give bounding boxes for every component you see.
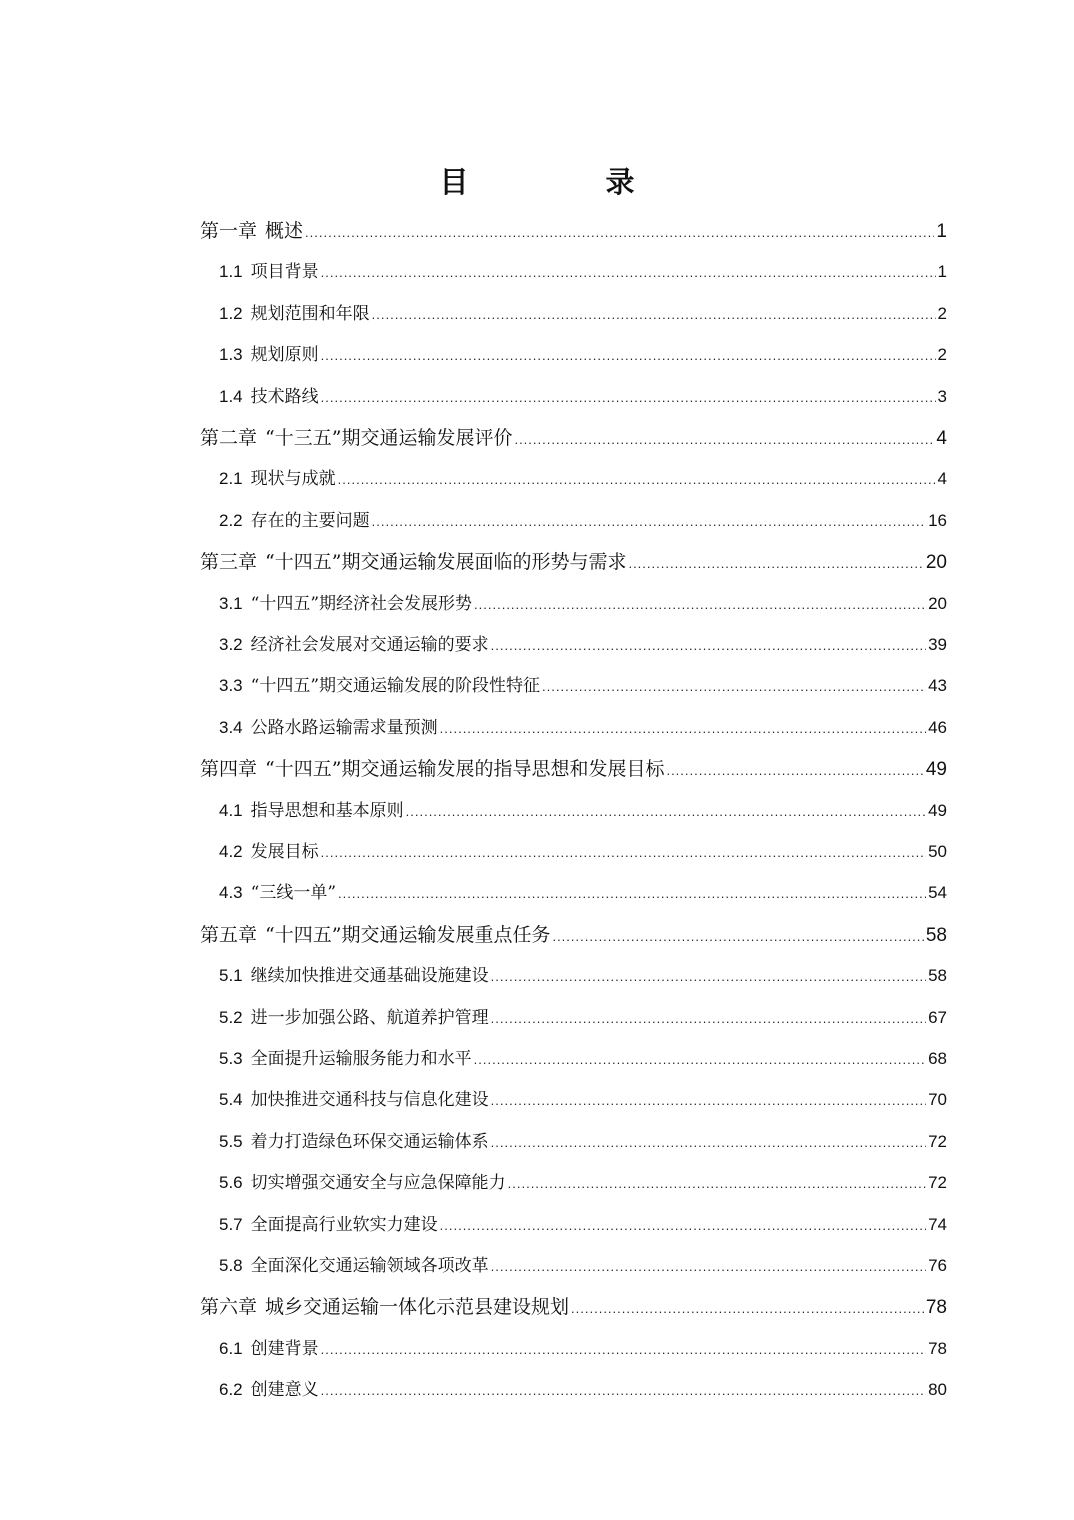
toc-page-number: 72 xyxy=(928,1131,947,1151)
dot-leader xyxy=(321,1342,926,1357)
toc-entry-number: 5.3 xyxy=(219,1049,243,1068)
toc-entry-number: 1.1 xyxy=(219,262,243,282)
toc-page-number: 80 xyxy=(928,1380,947,1400)
dot-leader xyxy=(491,969,926,984)
dot-leader xyxy=(542,679,926,694)
toc-entry-title: “十四五”期经济社会发展形势 xyxy=(250,593,473,614)
toc-section-entry[interactable] xyxy=(219,671,947,701)
toc-section-entry[interactable] xyxy=(219,1044,947,1074)
toc-page-number: 50 xyxy=(928,842,947,861)
toc-entry-number: 第四章 xyxy=(200,758,258,781)
toc-entry-number: 第五章 xyxy=(200,923,258,946)
toc-entry-number: 3.1 xyxy=(219,593,243,613)
toc-entry-title: “十四五”期交通运输发展的阶段性特征 xyxy=(250,676,541,697)
toc-section-entry[interactable] xyxy=(219,589,947,619)
dot-leader xyxy=(440,721,926,736)
toc-page-number: 67 xyxy=(928,1007,947,1027)
toc-entry-title: 指导思想和基本原则 xyxy=(250,800,404,821)
toc-page-number: 46 xyxy=(928,717,947,737)
dot-leader xyxy=(406,804,926,819)
toc-entry-title: 切实增强交通安全与应急保障能力 xyxy=(250,1173,506,1194)
toc-page-number: 58 xyxy=(928,966,947,986)
toc-chapter-entry[interactable] xyxy=(200,216,947,246)
toc-entry-number: 1.3 xyxy=(219,345,243,365)
toc-entry-title: 规划原则 xyxy=(250,345,319,366)
toc-page-number: 4 xyxy=(936,428,947,449)
toc-page-number: 3 xyxy=(937,386,947,406)
toc-entry-number: 2.1 xyxy=(219,469,243,489)
dot-leader xyxy=(571,1301,924,1316)
toc-entry-number: 1.4 xyxy=(219,386,243,406)
toc-entry-title: 创建意义 xyxy=(250,1380,319,1401)
toc-entry-number: 5.8 xyxy=(219,1256,243,1275)
toc-entry-number: 3.2 xyxy=(219,635,243,654)
toc-page-number: 74 xyxy=(928,1214,947,1234)
toc-section-entry[interactable] xyxy=(219,257,947,287)
toc-entry-number: 4.1 xyxy=(219,800,243,820)
dot-leader xyxy=(321,845,926,860)
toc-section-entry[interactable] xyxy=(219,878,947,908)
toc-entry-title: 全面提升运输服务能力和水平 xyxy=(250,1049,472,1069)
toc-page-number: 20 xyxy=(925,552,947,574)
toc-entry-number: 1.2 xyxy=(219,303,243,323)
dot-leader xyxy=(321,348,936,363)
toc-entry-title: 规划范围和年限 xyxy=(250,303,370,324)
dot-leader xyxy=(338,886,926,901)
toc-section-entry[interactable] xyxy=(219,1003,947,1033)
dot-leader xyxy=(474,597,926,612)
toc-entry-number: 5.5 xyxy=(219,1131,243,1151)
toc-entry-number: 第一章 xyxy=(200,220,258,242)
toc-entry-number: 6.2 xyxy=(219,1380,243,1400)
toc-section-entry[interactable] xyxy=(219,837,947,867)
toc-entry-number: 第三章 xyxy=(200,551,258,574)
toc-entry-title: 概述 xyxy=(265,220,304,242)
toc-page-number: 54 xyxy=(928,883,947,903)
toc-title: 目 录 xyxy=(439,165,689,199)
toc-entry-title: “十四五”期交通运输发展面临的形势与需求 xyxy=(265,551,627,574)
dot-leader xyxy=(508,1176,926,1191)
toc-entry-number: 4.3 xyxy=(219,883,243,903)
dot-leader xyxy=(514,432,934,447)
toc-section-entry[interactable] xyxy=(219,1251,947,1281)
dot-leader xyxy=(474,1052,926,1067)
toc-entry-title: 全面深化交通运输领域各项改革 xyxy=(250,1256,489,1276)
toc-section-entry[interactable] xyxy=(219,1375,947,1405)
dot-leader xyxy=(552,929,923,944)
toc-chapter-entry[interactable] xyxy=(200,423,947,453)
toc-page-number: 76 xyxy=(928,1256,947,1275)
toc-section-entry[interactable] xyxy=(219,1334,947,1364)
dot-leader xyxy=(338,472,936,487)
toc-chapter-entry[interactable] xyxy=(200,547,947,577)
dot-leader xyxy=(440,1218,926,1233)
toc-entry-title: “三线一单” xyxy=(250,883,337,904)
toc-entry-title: 项目背景 xyxy=(250,262,319,283)
toc-entry-title: 现状与成就 xyxy=(250,469,336,490)
dot-leader xyxy=(628,556,923,571)
toc-entry-number: 4.2 xyxy=(219,842,243,861)
toc-entry-title: “十四五”期交通运输发展的指导思想和发展目标 xyxy=(265,758,665,781)
toc-entry-title: 公路水路运输需求量预测 xyxy=(250,717,438,738)
toc-section-entry[interactable] xyxy=(219,506,947,536)
toc-page-number: 16 xyxy=(928,510,947,530)
dot-leader xyxy=(372,514,926,529)
toc-page-number: 20 xyxy=(928,593,947,613)
toc-entry-title: “十四五”期交通运输发展重点任务 xyxy=(265,923,551,946)
toc-section-entry[interactable] xyxy=(219,630,947,660)
toc-chapter-entry[interactable] xyxy=(200,1292,947,1322)
toc-section-entry[interactable] xyxy=(219,340,947,370)
toc-page-number: 68 xyxy=(928,1049,947,1068)
toc-section-entry[interactable] xyxy=(219,713,947,743)
toc-entry-number: 5.2 xyxy=(219,1007,243,1027)
toc-section-entry[interactable] xyxy=(219,1127,947,1157)
toc-entry-title: 创建背景 xyxy=(250,1338,319,1359)
toc-section-entry[interactable] xyxy=(219,1168,947,1198)
toc-entry-number: 3.3 xyxy=(219,676,243,696)
toc-entry-number: 5.6 xyxy=(219,1173,243,1193)
toc-entry-title: 全面提高行业软实力建设 xyxy=(250,1214,438,1235)
toc-entry-title: 经济社会发展对交通运输的要求 xyxy=(250,635,489,655)
toc-entry-number: 5.1 xyxy=(219,966,243,986)
dot-leader xyxy=(491,1093,926,1108)
toc-entry-title: 技术路线 xyxy=(250,386,319,407)
toc-entry-title: 存在的主要问题 xyxy=(250,510,370,531)
toc-page-number: 49 xyxy=(928,800,947,820)
toc-section-entry[interactable] xyxy=(219,1085,947,1115)
toc-entry-title: 着力打造绿色环保交通运输体系 xyxy=(250,1131,489,1152)
toc-page-number: 58 xyxy=(925,924,947,946)
toc-entry-title: “十三五”期交通运输发展评价 xyxy=(265,427,513,449)
toc-section-entry[interactable] xyxy=(219,464,947,494)
toc-page-number: 1 xyxy=(936,221,947,242)
toc-section-entry[interactable] xyxy=(219,299,947,329)
toc-section-entry[interactable] xyxy=(219,961,947,991)
toc-chapter-entry[interactable] xyxy=(200,754,947,784)
toc-page-number: 39 xyxy=(928,635,947,654)
toc-entry-title: 继续加快推进交通基础设施建设 xyxy=(250,966,489,987)
toc-entry-title: 城乡交通运输一体化示范县建设规划 xyxy=(265,1296,570,1319)
dot-leader xyxy=(305,225,934,240)
dot-leader xyxy=(491,638,926,653)
toc-entry-number: 5.7 xyxy=(219,1214,243,1234)
toc-page-number: 78 xyxy=(925,1297,947,1319)
toc-page-number: 78 xyxy=(928,1338,947,1358)
dot-leader xyxy=(491,1011,926,1026)
toc-page-number: 2 xyxy=(937,345,947,365)
toc-entry-number: 第六章 xyxy=(200,1296,258,1319)
toc-page-number: 70 xyxy=(928,1090,947,1110)
toc-page-number: 72 xyxy=(928,1173,947,1193)
toc-entry-title: 进一步加强公路、航道养护管理 xyxy=(250,1007,489,1028)
dot-leader xyxy=(321,390,936,405)
toc-entry-number: 5.4 xyxy=(219,1090,243,1110)
toc-entry-number: 2.2 xyxy=(219,510,243,530)
toc-entry-title: 加快推进交通科技与信息化建设 xyxy=(250,1090,489,1111)
toc-entry-number: 3.4 xyxy=(219,717,243,737)
dot-leader xyxy=(491,1135,926,1150)
dot-leader xyxy=(666,763,923,778)
toc-page-number: 4 xyxy=(937,469,947,489)
dot-leader xyxy=(372,307,936,322)
toc-section-entry[interactable] xyxy=(219,1210,947,1240)
toc-page-number: 49 xyxy=(925,759,947,781)
toc-section-entry[interactable] xyxy=(219,382,947,412)
dot-leader xyxy=(321,265,936,280)
dot-leader xyxy=(491,1259,926,1274)
dot-leader xyxy=(321,1383,926,1398)
toc-page-number: 2 xyxy=(937,303,947,323)
toc-page-number: 1 xyxy=(937,262,947,282)
toc-entry-title: 发展目标 xyxy=(250,842,319,862)
toc-entry-number: 第二章 xyxy=(200,427,258,449)
toc-entry-number: 6.1 xyxy=(219,1338,243,1358)
toc-page-number: 43 xyxy=(928,676,947,696)
toc-chapter-entry[interactable] xyxy=(200,920,947,950)
toc-section-entry[interactable] xyxy=(219,796,947,826)
